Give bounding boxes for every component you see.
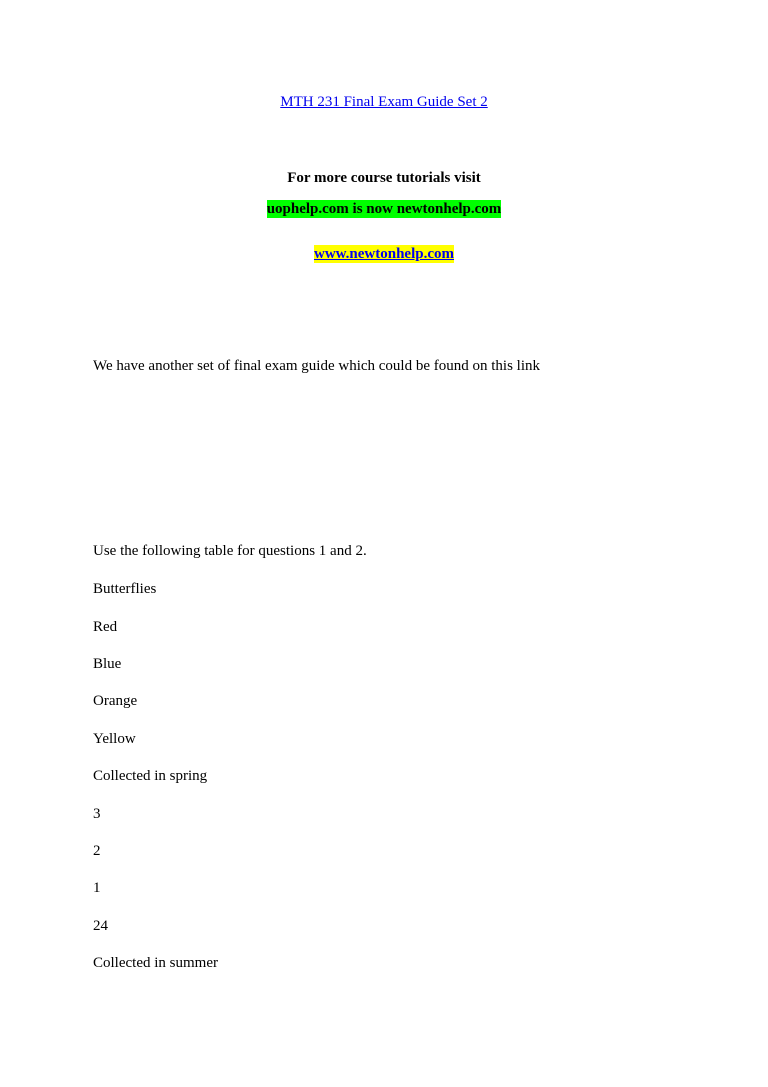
site-link-line [0,245,768,263]
table-instruction: Use the following table for questions 1 and 2. [93,543,367,559]
table-line: Orange [93,693,138,709]
promo-visit-text: For more course tutorials visit [287,170,481,186]
table-line: Butterflies [93,581,157,597]
table-line: Collected in spring [93,768,208,784]
table-line: 2 [93,843,101,859]
table-line: Blue [93,656,122,672]
table-line: 1 [93,880,101,896]
rename-notice-line [0,200,768,218]
table-line: Yellow [93,731,136,747]
exam-guide-title-link[interactable]: MTH 231 Final Exam Guide Set 2 [280,94,488,110]
table-line: 3 [93,806,101,822]
rename-notice-highlight: uophelp.com is now newtonhelp.com [266,201,502,217]
intro-paragraph: We have another set of final exam guide which could be found on this link [93,358,541,374]
table-line: Collected in summer [93,955,218,971]
table-line: 24 [93,918,108,934]
site-link[interactable]: www.newtonhelp.com [313,246,454,262]
table-line: Red [93,619,118,635]
